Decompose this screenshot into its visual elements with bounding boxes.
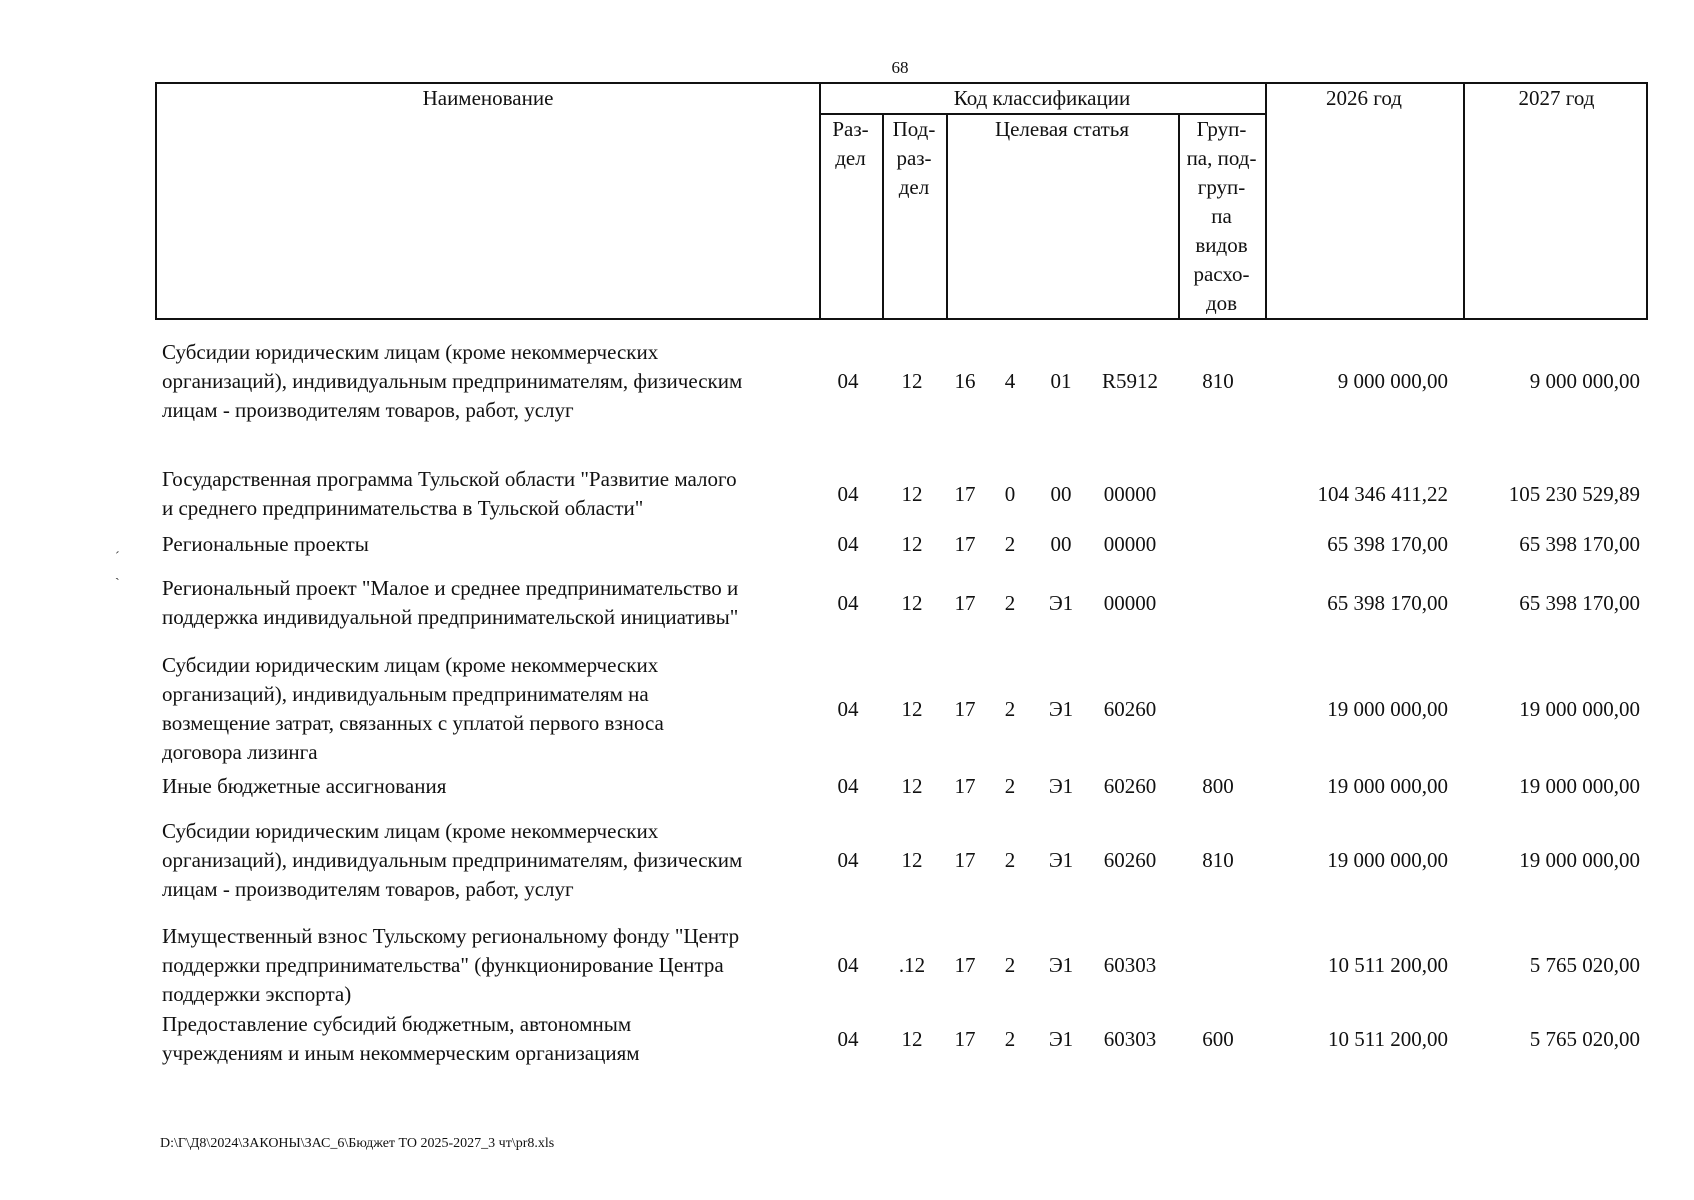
cell-y2026: 19 000 000,00 <box>1327 774 1448 798</box>
cell-pod: 12 <box>901 590 923 615</box>
cell-razdel: 04 <box>837 774 859 798</box>
cell-t2: 4 <box>1004 369 1016 393</box>
cell-y2027: 65 398 170,00 <box>1519 532 1640 556</box>
header-podrazdel: Под- раз- дел <box>892 117 936 199</box>
row-name: Государственная программа Тульской области "Развитие малого и среднего предпринимательства в Тульской области" <box>162 467 737 520</box>
cell-t2: 2 <box>1004 848 1016 872</box>
cell-t3: 00 <box>1050 481 1072 506</box>
cell-pod: 12 <box>901 848 923 872</box>
cell-t4: 00000 <box>1103 532 1157 556</box>
cell-pod: 12 <box>901 774 923 798</box>
divider <box>946 115 948 318</box>
cell-t2: 2 <box>1004 953 1016 977</box>
cell-pod: 12 <box>901 696 923 721</box>
cell-t1: 17 <box>954 696 976 721</box>
cell-t3: Э1 <box>1048 848 1074 872</box>
header-target-article: Целевая статья <box>994 117 1130 141</box>
row-name: Региональный проект "Малое и среднее предпринимательство и поддержка индивидуальной предпринимательской инициативы" <box>162 576 739 629</box>
cell-pod: .12 <box>898 953 926 977</box>
cell-t2: 2 <box>1004 532 1016 556</box>
cell-razdel: 04 <box>837 1026 859 1051</box>
cell-t1: 17 <box>954 953 976 977</box>
cell-t4: 60260 <box>1103 848 1157 872</box>
cell-t4: 00000 <box>1103 590 1157 615</box>
divider <box>1265 84 1267 318</box>
cell-y2027: 5 765 020,00 <box>1529 1026 1640 1051</box>
cell-t3: Э1 <box>1048 590 1074 615</box>
cell-y2026: 104 346 411,22 <box>1317 481 1448 506</box>
cell-grp: 810 <box>1202 848 1234 872</box>
cell-t1: 17 <box>954 1026 976 1051</box>
page-number: 68 <box>891 58 909 77</box>
cell-pod: 12 <box>901 1026 923 1051</box>
cell-t3: Э1 <box>1048 774 1074 798</box>
cell-y2026: 65 398 170,00 <box>1327 532 1448 556</box>
cell-y2027: 65 398 170,00 <box>1519 590 1640 615</box>
cell-razdel: 04 <box>837 848 859 872</box>
cell-t2: 2 <box>1004 1026 1016 1051</box>
cell-y2027: 5 765 020,00 <box>1529 953 1640 977</box>
table-header <box>155 82 1648 320</box>
cell-t1: 16 <box>954 369 976 393</box>
cell-t4: 60260 <box>1103 774 1157 798</box>
cell-y2026: 9 000 000,00 <box>1337 369 1448 393</box>
divider <box>1463 84 1465 318</box>
cell-t4: 60303 <box>1103 1026 1157 1051</box>
cell-razdel: 04 <box>837 696 859 721</box>
row-name: Имущественный взнос Тульскому региональному фонду "Центр поддержки предпринимательства" (функционирование Центра поддержки экспорта) <box>162 924 740 1006</box>
header-year-2026: 2026 год <box>1326 86 1402 110</box>
cell-y2027: 19 000 000,00 <box>1519 848 1640 872</box>
header-code-classification: Код классификации <box>953 86 1131 110</box>
cell-t1: 17 <box>954 532 976 556</box>
header-expense-group: Груп- па, под- груп- па видов расхо- дов <box>1186 117 1257 315</box>
row-name: Субсидии юридическим лицам (кроме некоммерческих организаций), индивидуальным предпринимателям на возмещение затрат, связанных с уплатой первого взноса договора лизинга <box>162 653 664 764</box>
cell-y2027: 19 000 000,00 <box>1519 774 1640 798</box>
cell-t3: 01 <box>1050 369 1072 393</box>
cell-t4: 60303 <box>1103 953 1157 977</box>
cell-y2027: 19 000 000,00 <box>1519 696 1640 721</box>
file-path-footer: D:\Г\Д8\2024\ЗАКОНЫ\ЗАС_6\Бюджет ТО 2025-2027_3 чт\pr8.xls <box>160 1136 555 1151</box>
cell-grp: 810 <box>1202 369 1234 393</box>
cell-y2026: 19 000 000,00 <box>1327 696 1448 721</box>
cell-pod: 12 <box>901 481 923 506</box>
cell-y2026: 10 511 200,00 <box>1328 1026 1448 1051</box>
cell-t4: R5912 <box>1101 369 1158 393</box>
cell-t3: Э1 <box>1048 953 1074 977</box>
header-razdel: Раз- дел <box>832 117 869 170</box>
cell-y2027: 9 000 000,00 <box>1529 369 1640 393</box>
cell-t3: 00 <box>1050 532 1072 556</box>
cell-t3: Э1 <box>1048 1026 1074 1051</box>
cell-razdel: 04 <box>837 590 859 615</box>
cell-t2: 2 <box>1004 696 1016 721</box>
cell-y2026: 19 000 000,00 <box>1327 848 1448 872</box>
row-name: Субсидии юридическим лицам (кроме некоммерческих организаций), индивидуальным предпринимателям, физическим лицам - производителям товаров, работ, услуг <box>162 819 743 901</box>
cell-razdel: 04 <box>837 481 859 506</box>
cell-t4: 60260 <box>1103 696 1157 721</box>
row-name: Предоставление субсидий бюджетным, автономным учреждениям и иным некоммерческим организациям <box>162 1012 640 1065</box>
cell-t1: 17 <box>954 848 976 872</box>
cell-y2027: 105 230 529,89 <box>1508 481 1640 506</box>
cell-y2026: 10 511 200,00 <box>1328 953 1448 977</box>
cell-t1: 17 <box>954 481 976 506</box>
cell-razdel: 04 <box>837 953 859 977</box>
header-name: Наименование <box>422 86 554 110</box>
cell-razdel: 04 <box>837 369 859 393</box>
cell-t1: 17 <box>954 774 976 798</box>
cell-t2: 0 <box>1004 481 1016 506</box>
row-name: Иные бюджетные ассигнования <box>162 774 447 798</box>
stray-marks: ˊ ˏ <box>115 550 120 581</box>
cell-pod: 12 <box>901 532 923 556</box>
row-name: Региональные проекты <box>162 532 369 556</box>
cell-t2: 2 <box>1004 774 1016 798</box>
cell-t1: 17 <box>954 590 976 615</box>
cell-t4: 00000 <box>1103 481 1157 506</box>
cell-razdel: 04 <box>837 532 859 556</box>
cell-y2026: 65 398 170,00 <box>1327 590 1448 615</box>
cell-grp: 600 <box>1202 1026 1234 1051</box>
cell-grp: 800 <box>1202 774 1234 798</box>
header-year-2027: 2027 год <box>1518 86 1595 110</box>
row-name: Субсидии юридическим лицам (кроме некоммерческих организаций), индивидуальным предпринимателям, физическим лицам - производителям товаров, работ, услуг <box>162 340 743 422</box>
cell-pod: 12 <box>901 369 923 393</box>
cell-t2: 2 <box>1004 590 1016 615</box>
cell-t3: Э1 <box>1048 696 1074 721</box>
